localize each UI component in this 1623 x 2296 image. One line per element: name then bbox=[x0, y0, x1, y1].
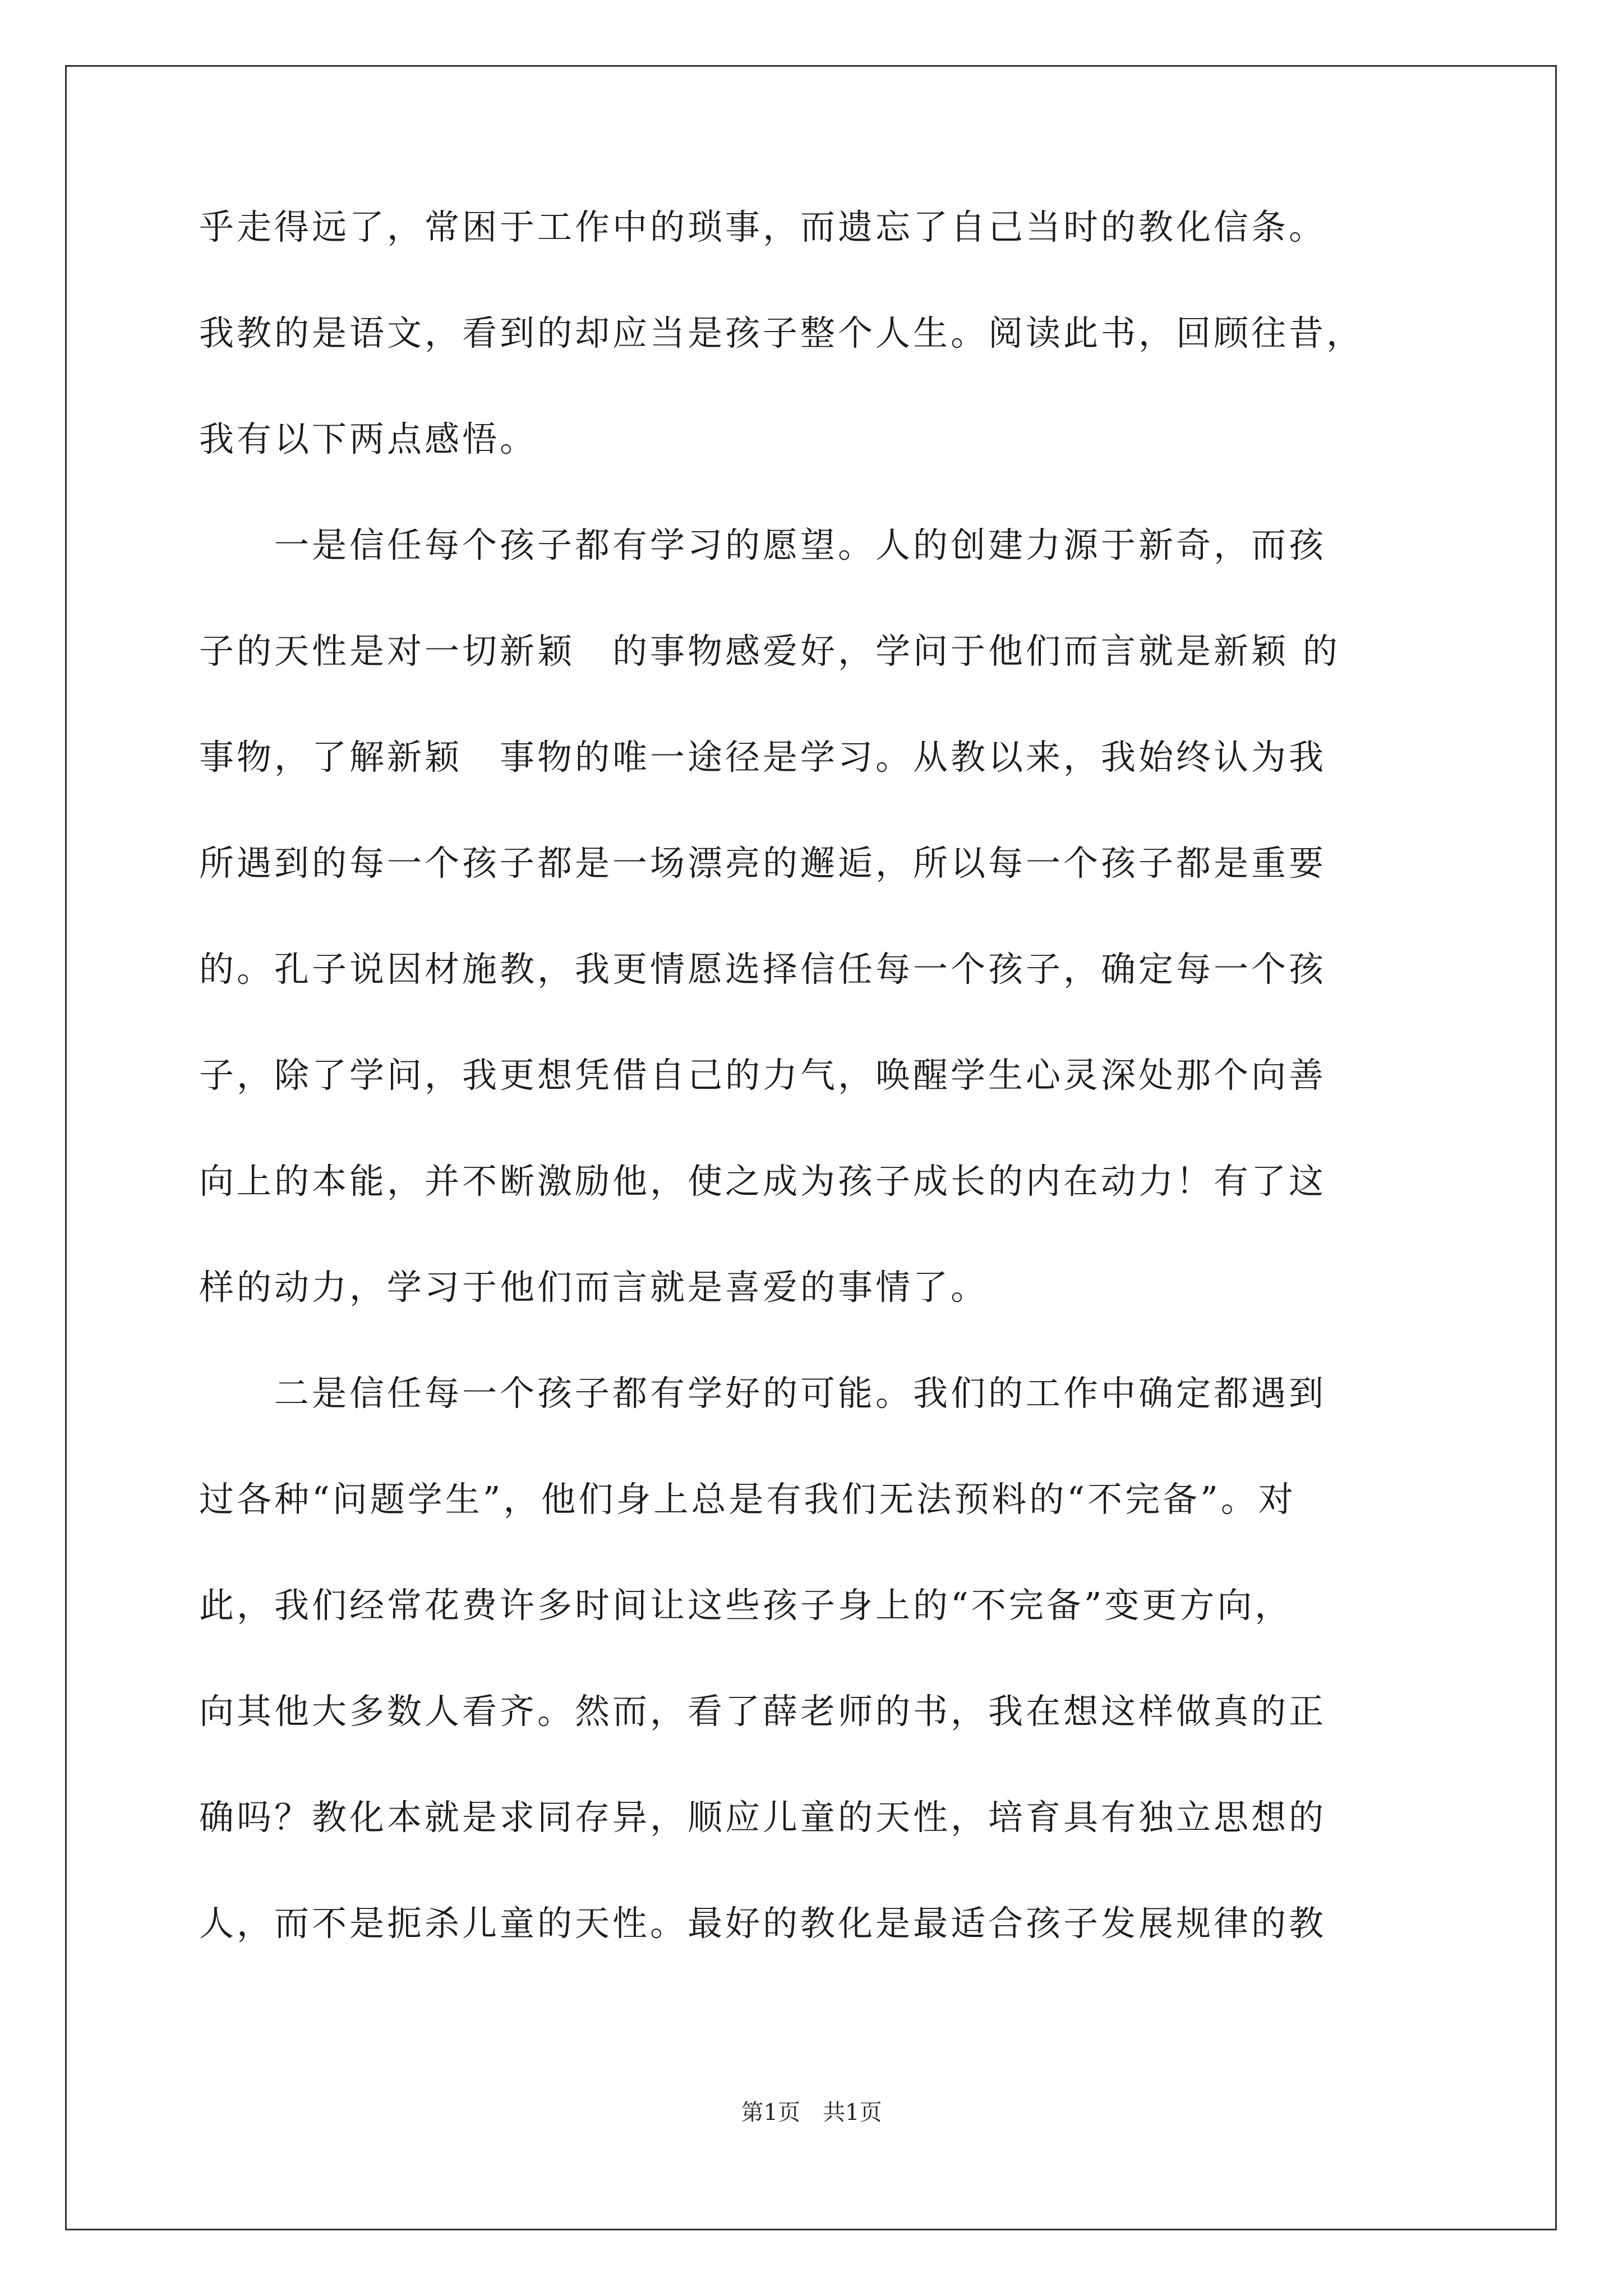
text-line: 事物，了解新颖 事物的唯一途径是学习。从教以来，我始终认为我 bbox=[199, 737, 1327, 777]
text-line: 子的天性是对一切新颖 的事物感爱好，学问于他们而言就是新颖 的 bbox=[199, 631, 1340, 671]
text-line: 向其他大多数人看齐。然而，看了薛老师的书，我在想这样做真的正 bbox=[199, 1691, 1327, 1732]
text-line: 我有以下两点感悟。 bbox=[199, 418, 538, 459]
text-line: 人，而不是扼杀儿童的天性。最好的教化是最适合孩子发展规律的教 bbox=[199, 1903, 1327, 1944]
text-line: 子，除了学问，我更想凭借自己的力气，唤醒学生心灵深处那个向善 bbox=[199, 1055, 1327, 1096]
text-line: 乎走得远了，常困于工作中的琐事，而遗忘了自己当时的教化信条。 bbox=[199, 206, 1327, 247]
page-number-footer: 第1页 共1页 bbox=[741, 2100, 882, 2125]
text-line: 一是信任每个孩子都有学习的愿望。人的创建力源于新奇，而孩 bbox=[199, 524, 1327, 565]
text-line: 此，我们经常花费许多时间让这些孩子身上的“不完备”变更方向， bbox=[199, 1585, 1293, 1626]
text-line: 向上的本能，并不断激励他，使之成为孩子成长的内在动力！有了这 bbox=[199, 1161, 1327, 1202]
text-line: 样的动力，学习于他们而言就是喜爱的事情了。 bbox=[199, 1267, 989, 1308]
text-line: 二是信任每一个孩子都有学好的可能。我们的工作中确定都遇到 bbox=[199, 1373, 1327, 1414]
text-line: 过各种“问题学生”，他们身上总是有我们无法预料的“不完备”。对 bbox=[199, 1479, 1296, 1520]
text-line: 我教的是语文，看到的却应当是孩子整个人生。阅读此书，回顾往昔， bbox=[199, 312, 1364, 353]
text-line: 所遇到的每一个孩子都是一场漂亮的邂逅，所以每一个孩子都是重要 bbox=[199, 843, 1327, 884]
text-line: 确吗？教化本就是求同存异，顺应儿童的天性，培育具有独立思想的 bbox=[199, 1797, 1327, 1838]
text-line: 的。孔子说因材施教，我更情愿选择信任每一个孩子，确定每一个孩 bbox=[199, 949, 1327, 990]
